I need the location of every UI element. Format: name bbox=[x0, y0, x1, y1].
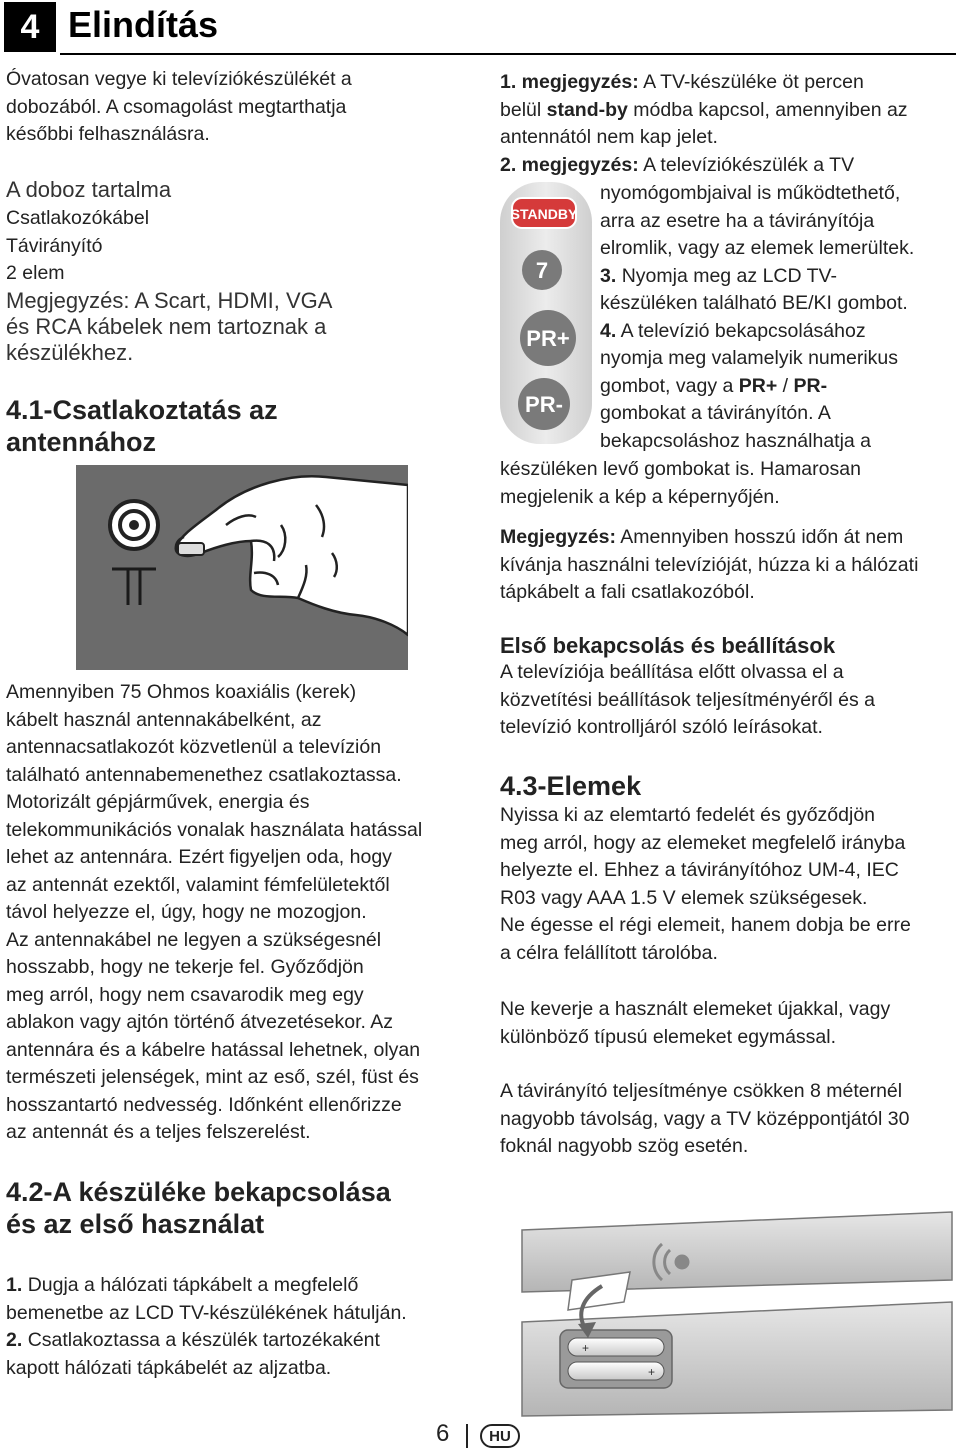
antenna-connection-illustration bbox=[76, 465, 408, 670]
box-item: Távirányító bbox=[6, 234, 103, 257]
section-4-3: 4.3-Elemek Nyissa ki az elemtartó fedelét és győződjön meg arról, hogy az elemeket megfelelő irányba helyezte el. Ehhez a távirányítóhoz UM-4, IEC R03 vagy AAA 1.5 V elemek szükségesek. Ne égesse el régi elemeit, hanem dobja be erre a célra felállított tárolóba. bbox=[500, 770, 956, 967]
box-note: készülékhez. bbox=[6, 339, 134, 365]
page-number: 6 bbox=[436, 1420, 450, 1447]
section-4-2-title: 4.2-A készüléke bekapcsolása és az első használat bbox=[6, 1177, 391, 1239]
standby-button bbox=[511, 198, 578, 228]
first-setup-title: Első bekapcsolás és beállítások bbox=[500, 633, 836, 658]
svg-text:+: + bbox=[582, 1341, 590, 1355]
remote-range-note: A távirányító teljesítménye csökken 8 méternél nagyobb távolság, vagy a TV középpontjától 30 foknál nagyobb szög esetén. bbox=[500, 1080, 910, 1157]
steps-list: 1. Dugja a hálózati tápkábelt a megfelelő bemenetbe az LCD TV-készülékének hátulján. 2. Csatlakoztassa a készülék tartozékaként kapott hálózati tápkábelét az aljzatba. bbox=[6, 1272, 461, 1382]
section-4-3-title: 4.3-Elemek bbox=[500, 771, 642, 801]
first-setup-section: Első bekapcsolás és beállítások A televíziója beállítása előtt olvassa el a közvetítési beállítások teljesítményéről és a televízió kontrolljáról szóló leírásokat. bbox=[500, 632, 956, 742]
chapter-title: Elindítás bbox=[68, 4, 219, 45]
note-4-continued: készüléken levő gombokat is. Hamarosan megjelenik a kép a képernyőjén. bbox=[500, 458, 861, 508]
pr-minus-button bbox=[518, 378, 570, 430]
header-rule bbox=[60, 53, 956, 55]
box-title: A doboz tartalma bbox=[6, 177, 172, 202]
step-1: 1. Dugja a hálózati tápkábelt a megfelelő bbox=[6, 1274, 359, 1296]
language-badge: HU bbox=[480, 1424, 520, 1448]
note-2-heading: 2. megjegyzés: A televíziókészülék a TV bbox=[500, 154, 855, 176]
step-2: 2. Csatlakoztassa a készülék tartozékaként bbox=[6, 1329, 380, 1351]
svg-text:PR+: PR+ bbox=[526, 326, 570, 351]
section-4-1-title: 4.1-Csatlakoztatás az antennához bbox=[6, 395, 278, 457]
svg-text:+: + bbox=[648, 1365, 656, 1379]
number-7-button bbox=[522, 250, 562, 290]
note-2-continued: nyomógombjaival is működtethető, arra az esetre ha a távirányítója elromlik, vagy az elemek lemerültek. 3. Nyomja meg az LCD TV- készüléken található BE/KI gombot. 4. A televízió bekapcsolásához nyomja meg valamelyik numerikus gombot, vagy a PR+ / PR- gombokat a távirányítón. A bekapcsoláshoz használhatja a bbox=[600, 180, 956, 455]
svg-text:PR-: PR- bbox=[525, 392, 563, 417]
footer-divider bbox=[466, 1424, 468, 1448]
note-3: 3. Nyomja meg az LCD TV- bbox=[600, 264, 837, 287]
box-item: 2 elem bbox=[6, 262, 65, 284]
box-item: Csatlakozókábel bbox=[6, 207, 150, 229]
chapter-number: 4 bbox=[4, 2, 56, 52]
batteries-mix-note: Ne keverje a használt elemeket újakkal, vagy különböző típusú elemeket egymással. bbox=[500, 998, 891, 1048]
svg-text:7: 7 bbox=[535, 258, 549, 283]
antenna-socket-icon bbox=[110, 501, 158, 549]
remote-buttons-illustration bbox=[500, 182, 592, 444]
intro-paragraph: Óvatosan vegye ki televíziókészülékét a dobozából. A csomagolást megtarthatja későbbi felhasználásra. bbox=[6, 68, 352, 145]
pr-plus-button bbox=[520, 310, 576, 366]
note-4: 4. A televízió bekapcsolásához bbox=[600, 319, 866, 342]
coax-plug bbox=[178, 543, 204, 555]
section-4-1-body: Amennyiben 75 Ohmos koaxiális (kerek) kábelt használ antennakábelként, az antennacsatlakozót közvetlenül a televízión található antennabemenethez csatlakoztassa. Motorizált gépjárművek, energia és telekommunikációs vonalak használata hatással lehet az antennára. Ezért figyeljen oda, hogy az antennát ezektől, valamint fémfelületektől távol helyezze el, úgy, hogy ne mozogjon. Az antennakábel ne legyen a szükségesnél hosszabb, hogy ne tekerje fel. Győződjön meg arról, hogy nem csavarodik meg egy ablakon vagy ajtón történő átvezetésekor. Az antennára és a kábelre hatással lehetnek, olyan természeti jelenségek, mint az eső, szél, füst és hosszantartó nedvesség. Időnként ellenőrizze az antennát és a teljes felszerelést. bbox=[6, 681, 423, 1143]
box-note: és RCA kábelek nem tartoznak a bbox=[6, 313, 327, 339]
note-unplug: Megjegyzés: Amennyiben hosszú időn át nem kívánja használni televízióját, húzza ki a hálózati tápkábelt a fali csatlakozóból. bbox=[500, 526, 919, 603]
note-1: 1. megjegyzés: A TV-készüléke öt percen belül stand-by módba kapcsol, amennyiben az antennától nem kap jelet. bbox=[500, 71, 908, 148]
box-contents bbox=[6, 175, 461, 366]
battery-compartment-illustration bbox=[512, 1210, 956, 1420]
svg-text:STANDBY: STANDBY bbox=[510, 206, 578, 222]
box-note: Megjegyzés: A Scart, HDMI, VGA bbox=[6, 287, 333, 313]
